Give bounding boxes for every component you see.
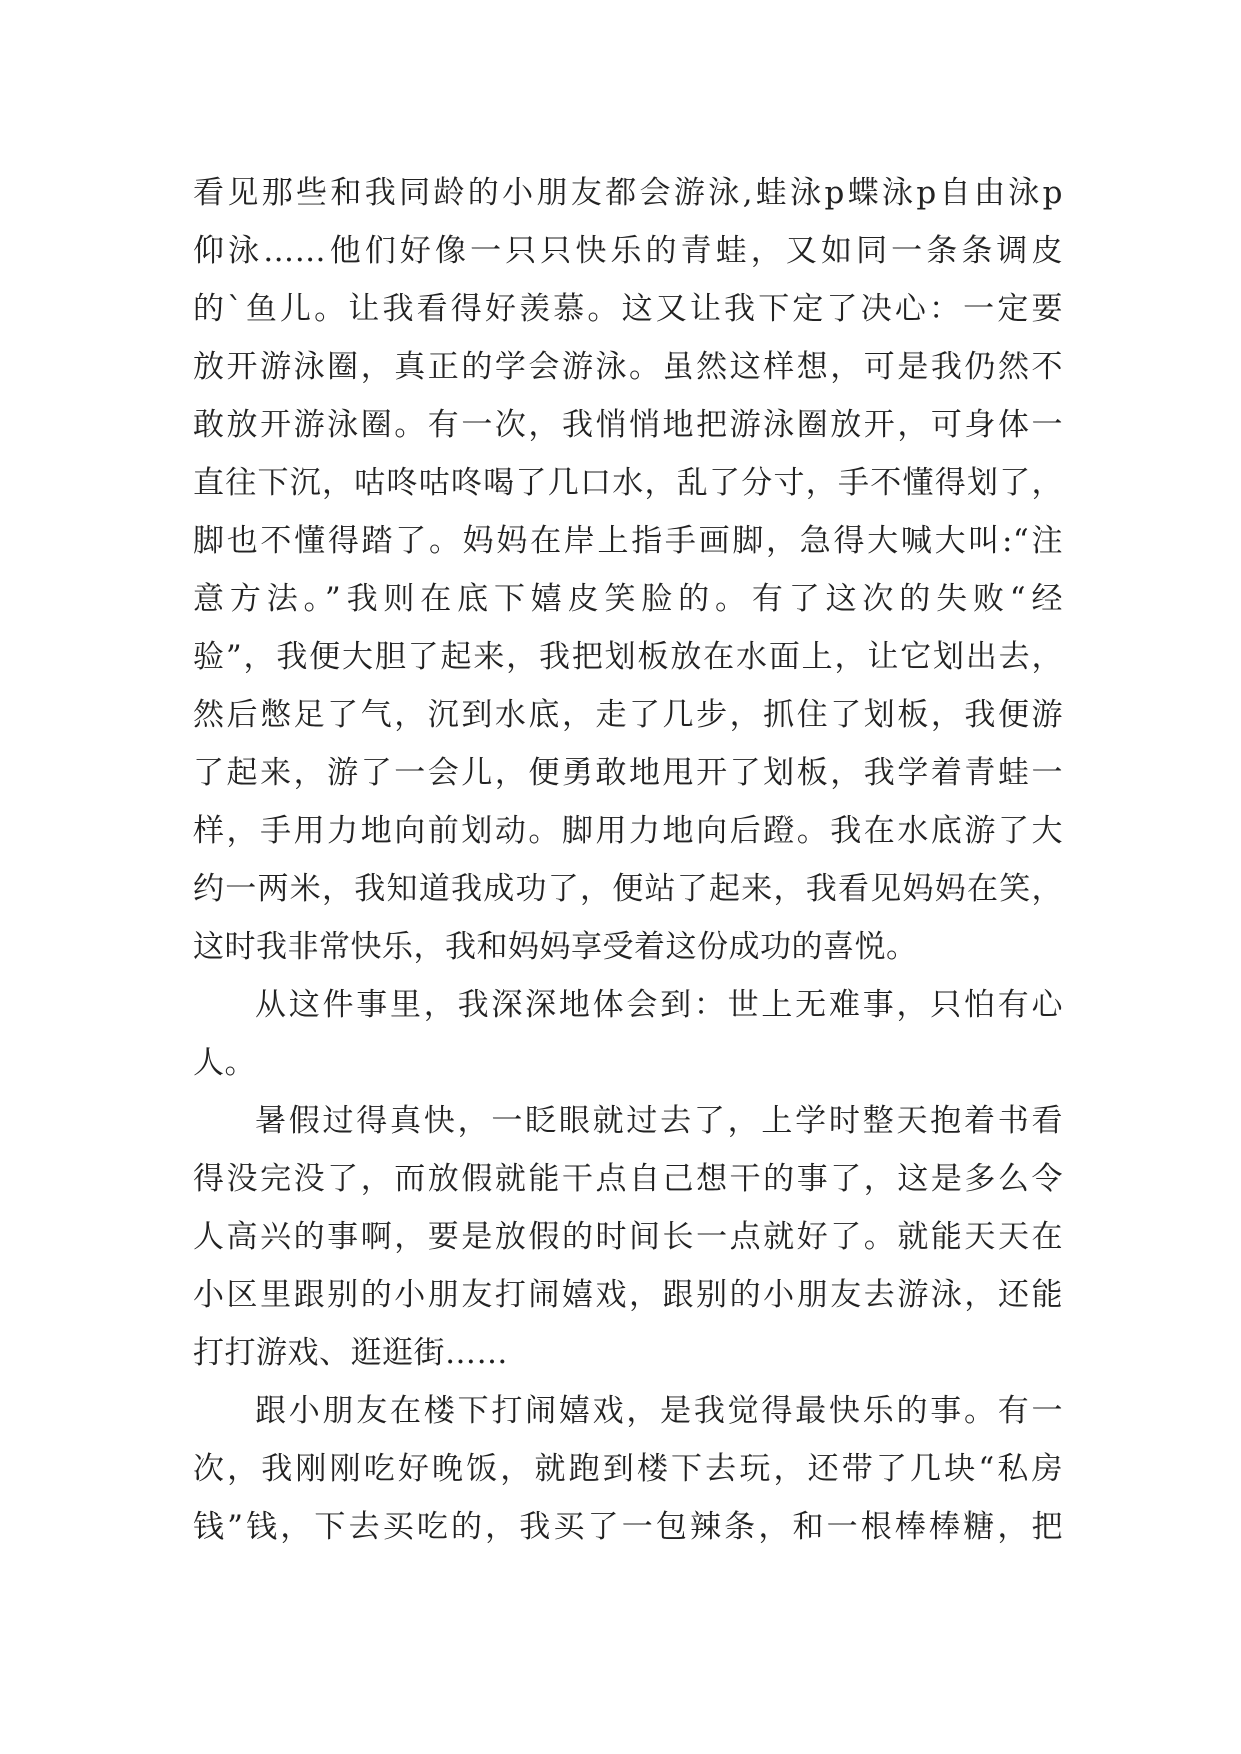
- text-line-12: 样，手用力地向前划动。脚用力地向后蹬。我在水底游了大: [193, 813, 1063, 849]
- text-line-18: 得没完没了，而放假就能干点自己想干的事了，这是多么令: [193, 1161, 1063, 1197]
- text-line-23: 次，我刚刚吃好晚饭，就跑到楼下去玩，还带了几块“私房: [193, 1451, 1063, 1487]
- text-line-16: 人。: [193, 1045, 256, 1081]
- text-line-6: 直往下沉，咕咚咕咚喝了几口水，乱了分寸，手不懂得划了，: [193, 465, 1063, 501]
- text-line-9: 验”，我便大胆了起来，我把划板放在水面上，让它划出去，: [193, 639, 1063, 675]
- text-line-10: 然后憋足了气，沉到水底，走了几步，抓住了划板，我便游: [193, 697, 1063, 733]
- text-line-7: 脚也不懂得踏了。妈妈在岸上指手画脚，急得大喊大叫:“注: [193, 523, 1063, 559]
- text-line-3: 的`鱼儿。让我看得好羡慕。这又让我下定了决心：一定要: [193, 291, 1063, 327]
- text-line-14: 这时我非常快乐，我和妈妈享受着这份成功的喜悦。: [193, 929, 918, 965]
- text-line-22: 跟小朋友在楼下打闹嬉戏，是我觉得最快乐的事。有一: [255, 1393, 1063, 1429]
- text-line-17: 暑假过得真快，一眨眼就过去了，上学时整天抱着书看: [255, 1103, 1063, 1139]
- text-line-21: 打打游戏、逛逛街……: [193, 1335, 508, 1371]
- text-line-1: 看见那些和我同龄的小朋友都会游泳,蛙泳p蝶泳p自由泳p: [193, 175, 1063, 211]
- text-line-5: 敢放开游泳圈。有一次，我悄悄地把游泳圈放开，可身体一: [193, 407, 1063, 443]
- text-line-8: 意方法。”我则在底下嬉皮笑脸的。有了这次的失败“经: [193, 581, 1063, 617]
- text-line-20: 小区里跟别的小朋友打闹嬉戏，跟别的小朋友去游泳，还能: [193, 1277, 1063, 1313]
- text-line-2: 仰泳……他们好像一只只快乐的青蛙，又如同一条条调皮: [193, 233, 1063, 269]
- text-line-4: 放开游泳圈，真正的学会游泳。虽然这样想，可是我仍然不: [193, 349, 1063, 385]
- text-line-13: 约一两米，我知道我成功了，便站了起来，我看见妈妈在笑，: [193, 871, 1063, 907]
- text-line-11: 了起来，游了一会儿，便勇敢地甩开了划板，我学着青蛙一: [193, 755, 1063, 791]
- text-line-19: 人高兴的事啊，要是放假的时间长一点就好了。就能天天在: [193, 1219, 1063, 1255]
- text-line-15: 从这件事里，我深深地体会到：世上无难事，只怕有心: [255, 987, 1063, 1023]
- text-line-24: 钱”钱，下去买吃的，我买了一包辣条，和一根棒棒糖，把: [193, 1509, 1063, 1545]
